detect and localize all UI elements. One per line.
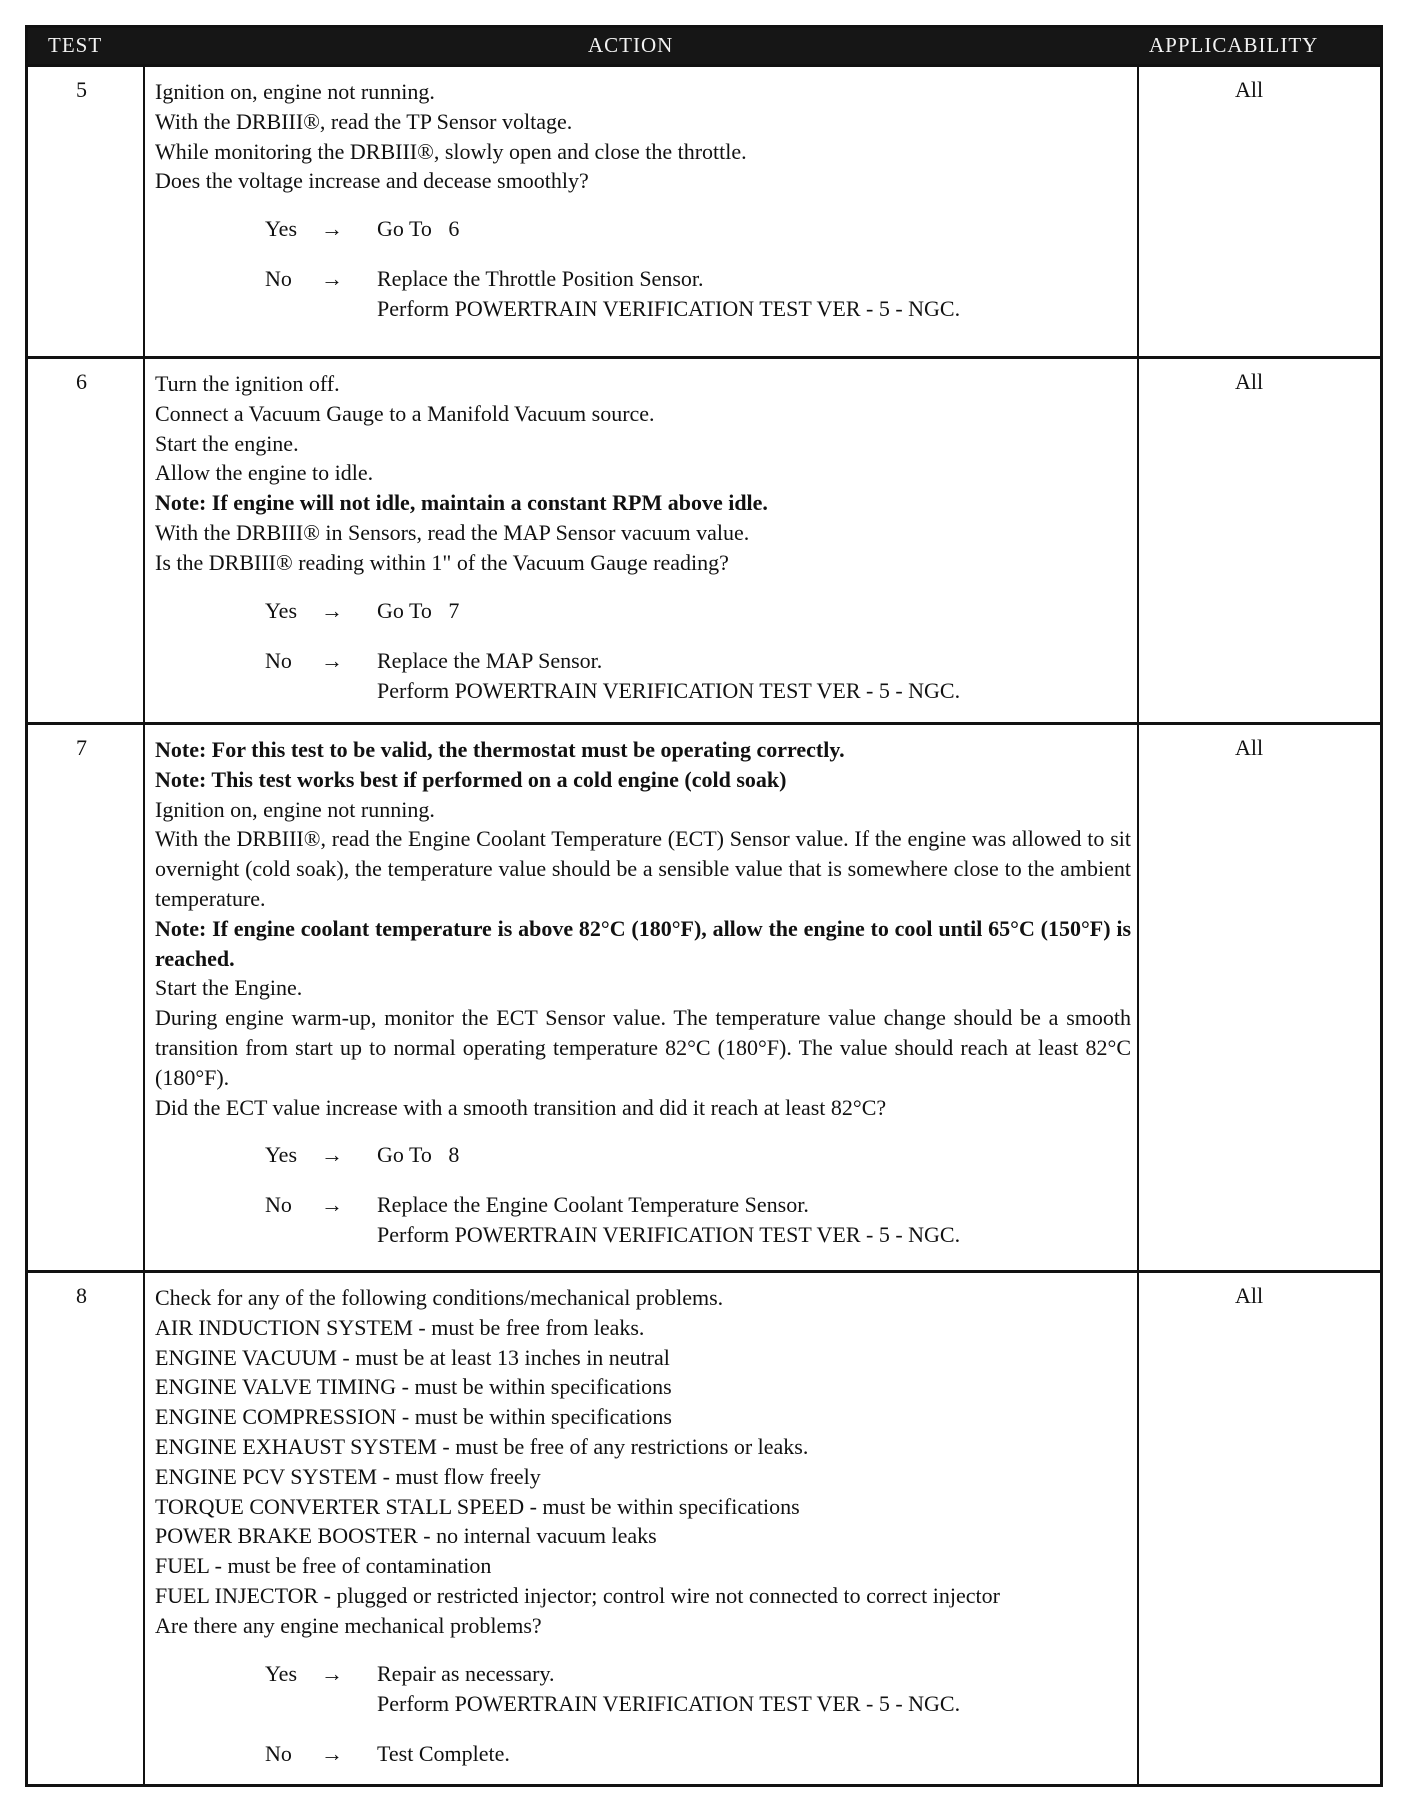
yes-result: Go To 8 — [377, 1142, 460, 1168]
yes-branch — [155, 1659, 1131, 1719]
yes-branch — [155, 596, 1131, 626]
applicability-value: All — [1235, 369, 1264, 394]
action-line: Turn the ignition off. — [155, 371, 340, 396]
action-line: Does the voltage increase and decease smoothly? — [155, 168, 589, 194]
action-line: ENGINE VACUUM - must be at least 13 inches in neutral — [155, 1344, 670, 1370]
action-line: ENGINE PCV SYSTEM - must flow freely — [155, 1463, 541, 1489]
yes-result: Repair as necessary. — [377, 1660, 555, 1686]
action-cell — [155, 1283, 1131, 1769]
test-number: 7 — [76, 735, 87, 760]
header-action: ACTION — [588, 33, 674, 57]
action-line: FUEL - must be free of contamination — [155, 1553, 492, 1579]
action-line: ENGINE VALVE TIMING - must be within specifications — [155, 1374, 672, 1400]
action-line: FUEL INJECTOR - plugged or restricted injector; control wire not connected to correct injector — [155, 1582, 1000, 1608]
no-result-followup: Perform POWERTRAIN VERIFICATION TEST VER - 5 - NGC. — [377, 296, 961, 322]
test-number: 5 — [76, 77, 87, 102]
test-number: 8 — [76, 1283, 87, 1308]
arrow-icon: → — [321, 1192, 343, 1218]
action-line: Start the engine. — [155, 430, 299, 456]
action-line: TORQUE CONVERTER STALL SPEED - must be within specifications — [155, 1493, 800, 1519]
action-line: During engine warm-up, monitor the ECT Sensor value. The temperature value change should be a smooth transition from start up to normal operating temperature 82°C (180°F). The value should reach at least 82°C (180°F). — [155, 1005, 1131, 1090]
action-cell — [155, 77, 1131, 324]
no-label: No — [265, 1192, 292, 1218]
no-branch — [155, 1739, 1131, 1769]
action-line: Allow the engine to idle. — [155, 460, 374, 486]
action-line: ENGINE EXHAUST SYSTEM - must be free of any restrictions or leaks. — [155, 1433, 809, 1459]
yes-branch — [155, 214, 1131, 244]
arrow-icon: → — [321, 266, 343, 292]
test-number: 6 — [76, 369, 87, 394]
header-applicability: APPLICABILITY — [1149, 33, 1319, 57]
action-line: Did the ECT value increase with a smooth transition and did it reach at least 82°C? — [155, 1094, 887, 1120]
note-line: Note: This test works best if performed on a cold engine (cold soak) — [155, 766, 787, 792]
arrow-icon: → — [321, 1142, 343, 1168]
yes-result: Go To 7 — [377, 597, 460, 623]
action-line: With the DRBIII® in Sensors, read the MAP Sensor vacuum value. — [155, 519, 750, 545]
no-result: Replace the Engine Coolant Temperature Sensor. — [377, 1192, 809, 1218]
no-branch — [155, 1190, 1131, 1250]
action-cell — [155, 369, 1131, 706]
diagnostic-table — [25, 25, 1383, 1787]
applicability-value: All — [1235, 1283, 1264, 1308]
yes-result-followup: Perform POWERTRAIN VERIFICATION TEST VER - 5 - NGC. — [377, 1690, 961, 1716]
action-line: Check for any of the following conditions/mechanical problems. — [155, 1285, 724, 1310]
yes-result: Go To 6 — [377, 216, 460, 242]
no-branch — [155, 646, 1131, 706]
no-branch — [155, 264, 1131, 324]
no-result-followup: Perform POWERTRAIN VERIFICATION TEST VER - 5 - NGC. — [377, 1222, 961, 1248]
action-line: AIR INDUCTION SYSTEM - must be free from leaks. — [155, 1314, 645, 1340]
action-cell — [155, 735, 1131, 1250]
note-line: Note: If engine will not idle, maintain a constant RPM above idle. — [155, 490, 768, 516]
table-header — [28, 28, 1380, 64]
no-result: Replace the Throttle Position Sensor. — [377, 266, 704, 292]
no-label: No — [265, 647, 292, 673]
applicability-value: All — [1235, 735, 1264, 760]
action-line: With the DRBIII®, read the Engine Coolant Temperature (ECT) Sensor value. If the engine was allowed to sit overnight (cold soak), the temperature value should be a sensible value that is somewhere close to the ambient temperature. — [155, 826, 1131, 911]
arrow-icon: → — [321, 216, 343, 242]
arrow-icon: → — [321, 1740, 343, 1766]
test-row-8 — [28, 1270, 1380, 1784]
test-row-6 — [28, 356, 1380, 722]
action-line: Start the Engine. — [155, 975, 303, 1001]
action-line: Ignition on, engine not running. — [155, 796, 435, 822]
action-line: While monitoring the DRBIII®, slowly open and close the throttle. — [155, 138, 747, 164]
action-line: With the DRBIII®, read the TP Sensor voltage. — [155, 108, 573, 134]
arrow-icon: → — [321, 597, 343, 623]
action-line: Ignition on, engine not running. — [155, 79, 435, 104]
no-result-followup: Perform POWERTRAIN VERIFICATION TEST VER - 5 - NGC. — [377, 677, 961, 703]
yes-label: Yes — [265, 1660, 298, 1686]
no-label: No — [265, 266, 292, 292]
header-test: TEST — [48, 33, 103, 57]
yes-label: Yes — [265, 216, 298, 242]
action-line: ENGINE COMPRESSION - must be within specifications — [155, 1404, 672, 1430]
arrow-icon: → — [321, 647, 343, 673]
yes-label: Yes — [265, 597, 298, 623]
test-row-5 — [28, 64, 1380, 356]
no-label: No — [265, 1740, 292, 1766]
yes-branch — [155, 1140, 1131, 1170]
no-result: Test Complete. — [377, 1740, 510, 1766]
action-line: Connect a Vacuum Gauge to a Manifold Vacuum source. — [155, 400, 655, 426]
yes-label: Yes — [265, 1142, 298, 1168]
action-line: POWER BRAKE BOOSTER - no internal vacuum leaks — [155, 1523, 657, 1549]
action-line: Are there any engine mechanical problems? — [155, 1612, 542, 1638]
note-line: Note: If engine coolant temperature is above 82°C (180°F), allow the engine to cool until 65°C (150°F) is reached. — [155, 915, 1131, 971]
applicability-value: All — [1235, 77, 1264, 102]
action-line: Is the DRBIII® reading within 1" of the Vacuum Gauge reading? — [155, 549, 729, 575]
no-result: Replace the MAP Sensor. — [377, 647, 603, 673]
arrow-icon: → — [321, 1660, 343, 1686]
test-row-7 — [28, 722, 1380, 1270]
note-line: Note: For this test to be valid, the thermostat must be operating correctly. — [155, 737, 845, 762]
